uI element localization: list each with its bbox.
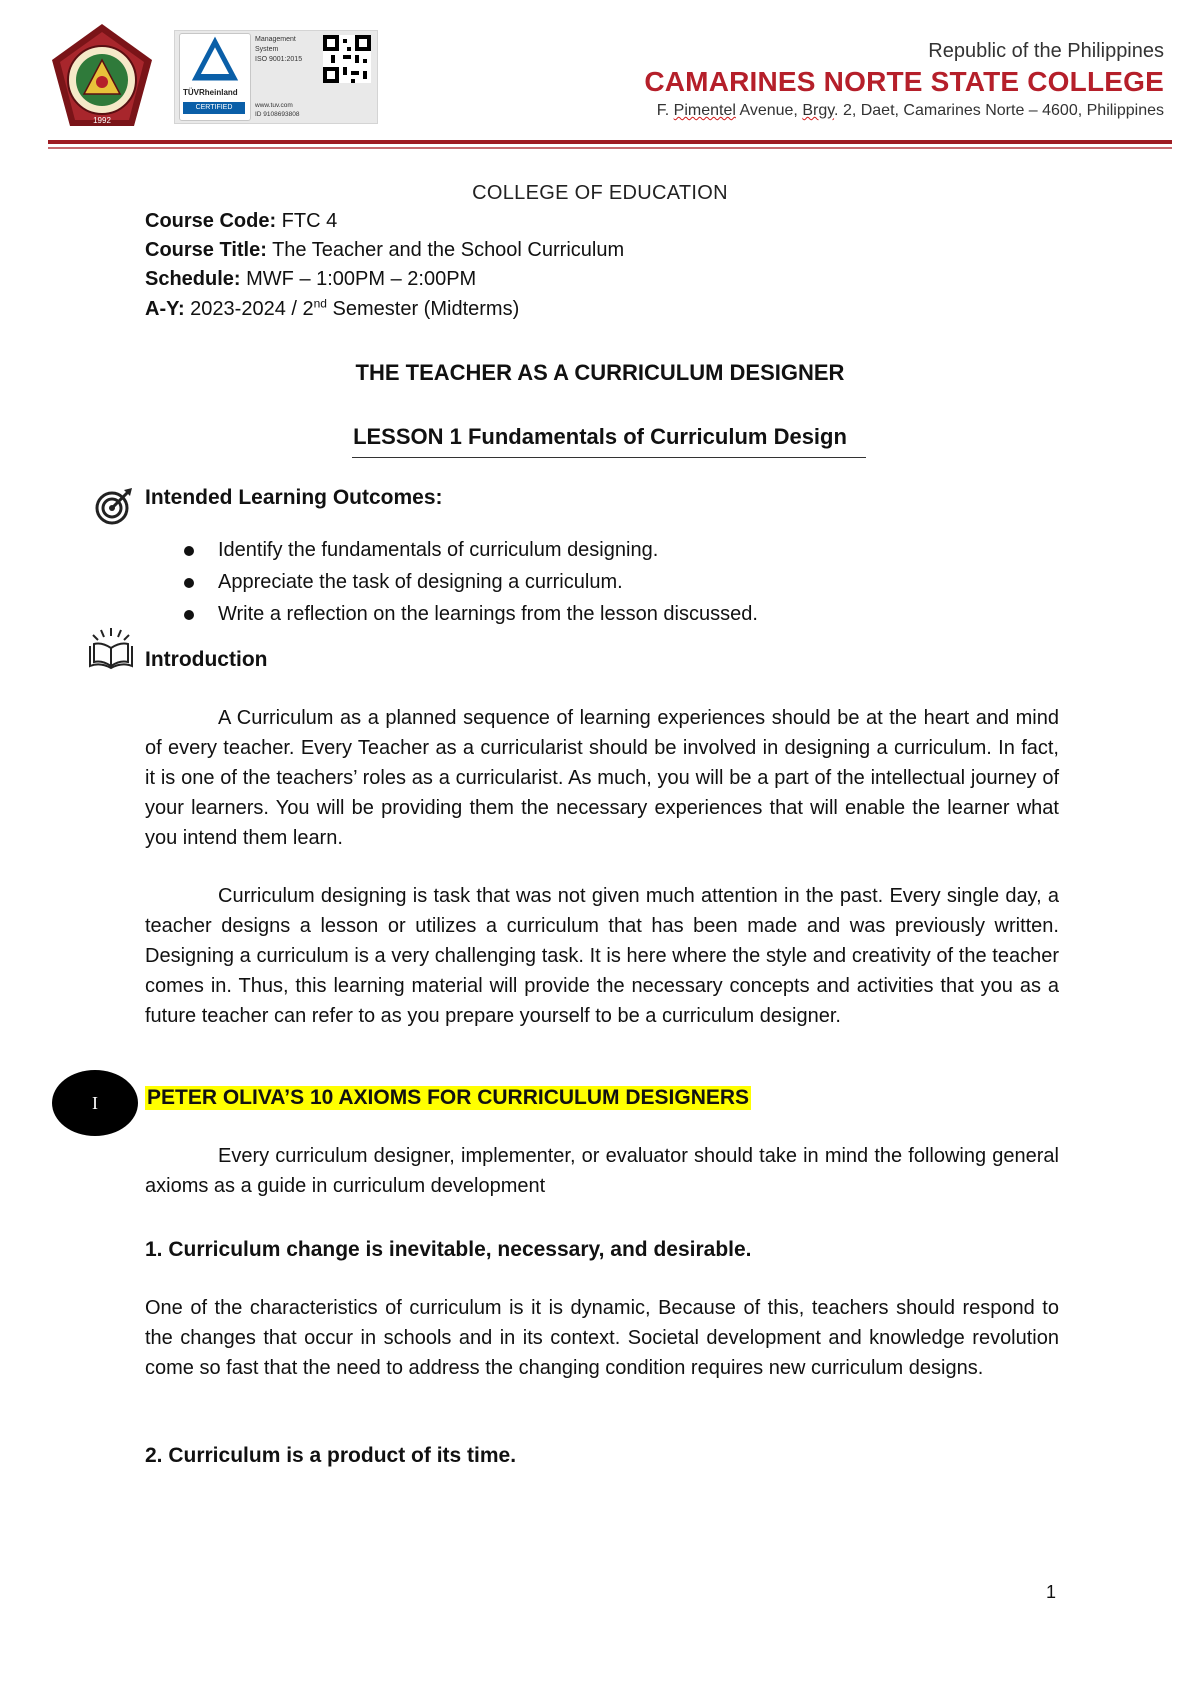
target-icon <box>94 486 134 526</box>
course-code: Course Code: FTC 4 <box>145 210 338 232</box>
college-name: CAMARINES NORTE STATE COLLEGE <box>644 66 1164 97</box>
academic-year: A-Y: 2023-2024 / 2nd Semester (Midterms) <box>145 296 520 320</box>
college-seal-logo <box>48 22 156 130</box>
tuv-brand: TÜVRheinland <box>183 88 238 97</box>
open-book-icon <box>86 622 136 672</box>
iso-certification-badge <box>174 30 378 124</box>
axioms-heading: PETER OLIVA’S 10 AXIOMS FOR CURRICULUM DESIGNERS <box>147 1086 750 1109</box>
list-item: Identify the fundamentals of curriculum designing. <box>180 534 758 566</box>
cert-lines: Management System ISO 9001:2015 <box>255 36 303 63</box>
cert-site: www.tuv.com ID 9108693808 <box>255 102 300 118</box>
letterhead <box>48 18 1178 136</box>
outcomes-heading: Intended Learning Outcomes: <box>145 486 443 509</box>
intro-paragraph-1: A Curriculum as a planned sequence of learning experiences should be at the heart and mind of every teacher. Every Teacher as a curricularist should be involved in designing a curriculum. In fact, it is one of the teachers’ roles as a curricularist. As much, you will be a part of the intellectual journey of your learners. You will be providing them the necessary experiences that will enable the learner what you intend them learn. <box>145 707 1059 849</box>
section-numeral-badge: I <box>52 1070 138 1136</box>
lesson-title-underline <box>352 457 866 458</box>
main-title: THE TEACHER AS A CURRICULUM DESIGNER <box>355 360 845 385</box>
college-address: F. Pimentel Avenue, Brgy. 2, Daet, Camarines Norte – 4600, Philippines <box>656 102 1164 119</box>
list-item: Write a reflection on the learnings from the lesson discussed. <box>180 598 758 630</box>
college-of-label: COLLEGE OF EDUCATION <box>472 182 728 204</box>
introduction-heading: Introduction <box>145 648 268 671</box>
schedule: Schedule: MWF – 1:00PM – 2:00PM <box>145 268 477 290</box>
course-title: Course Title: The Teacher and the School Curriculum <box>145 239 625 261</box>
axiom-1-text: One of the characteristics of curriculum is it is dynamic, Because of this, teachers should respond to the changes that occur in schools and in its context. Societal development and knowledge revolution come so fast that the need to address the changing condition requires new curriculum designs. <box>145 1297 1059 1379</box>
axiom-1-heading: 1. Curriculum change is inevitable, necessary, and desirable. <box>145 1238 752 1261</box>
qr-code-icon <box>323 35 371 83</box>
seal-year: 1992 <box>93 116 111 125</box>
tuv-logo <box>179 33 251 121</box>
lesson-title: LESSON 1 Fundamentals of Curriculum Design <box>353 424 847 449</box>
republic-label: Republic of the Philippines <box>928 40 1164 62</box>
page-number: 1 <box>1046 1582 1057 1602</box>
tuv-certified-label: CERTIFIED <box>183 102 245 114</box>
tuv-triangle-icon <box>180 34 250 86</box>
header-divider-thin <box>48 147 1172 149</box>
intro-paragraph-2: Curriculum designing is task that was not given much attention in the past. Every single day, a teacher designs a lesson or utilizes a curriculum that has been made and was previously written. Designing a curriculum is a very challenging task. It is here where the style and creativity of the teacher comes in. Thus, this learning material will provide the necessary concepts and activities that you as a future teacher can refer to as you prepare yourself to be a curriculum designer. <box>145 885 1059 1027</box>
axioms-intro: Every curriculum designer, implementer, or evaluator should take in mind the following general axioms as a guide in curriculum development <box>145 1145 1059 1197</box>
outcomes-list <box>180 534 758 630</box>
header-divider <box>48 140 1172 144</box>
axiom-2-heading: 2. Curriculum is a product of its time. <box>145 1444 517 1467</box>
list-item: Appreciate the task of designing a curriculum. <box>180 566 758 598</box>
